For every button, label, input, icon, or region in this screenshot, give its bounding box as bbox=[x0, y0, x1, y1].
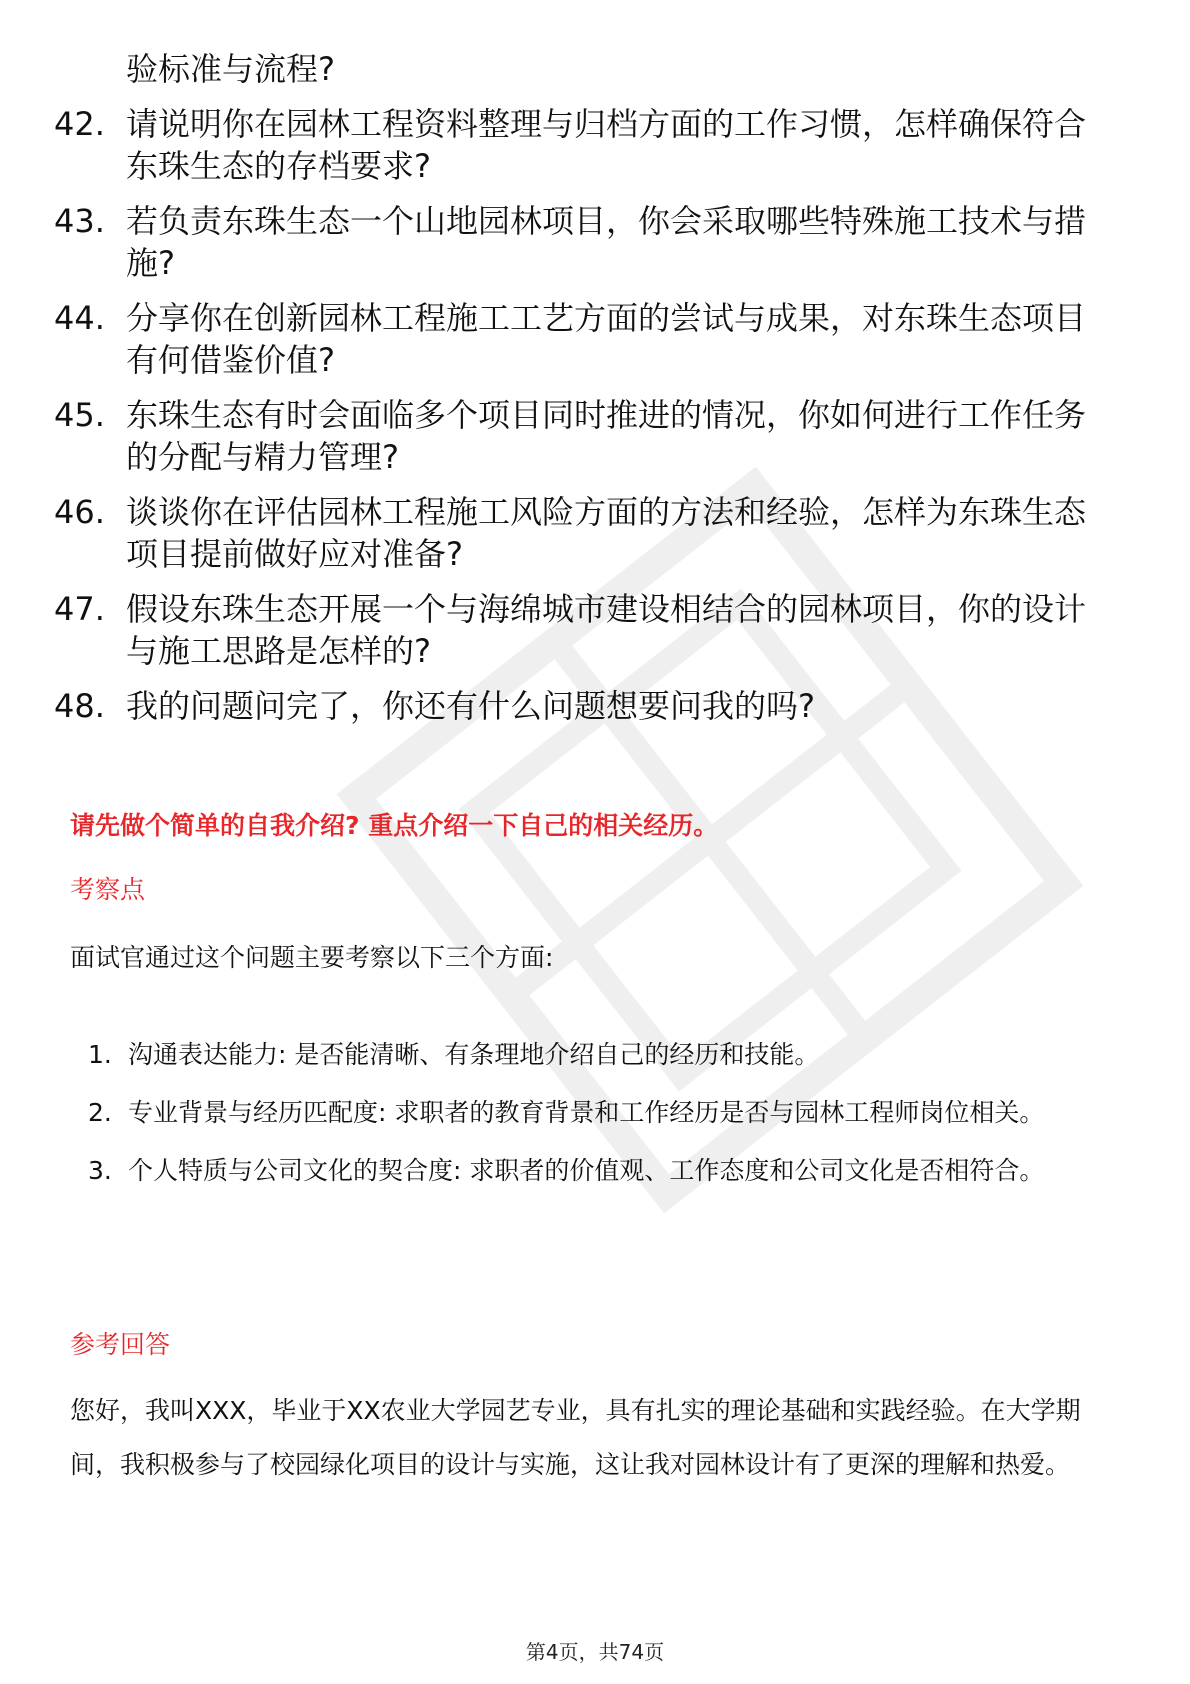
question-number: 46. bbox=[54, 493, 105, 531]
question-text: 我的问题问完了，你还有什么问题想要问我的吗? bbox=[126, 687, 815, 725]
question-item bbox=[54, 394, 1114, 478]
question-item bbox=[54, 297, 1114, 381]
focus-item-number: 1. bbox=[88, 1040, 112, 1069]
question-number: 43. bbox=[54, 202, 105, 240]
question-item bbox=[54, 685, 1114, 727]
focus-item-number: 2. bbox=[88, 1098, 112, 1127]
focus-list bbox=[70, 1028, 1130, 1202]
question-number: 42. bbox=[54, 105, 105, 143]
focus-item-text: 沟通表达能力: 是否能清晰、有条理地介绍自己的经历和技能。 bbox=[128, 1040, 820, 1069]
question-item bbox=[54, 200, 1114, 284]
question-text: 若负责东珠生态一个山地园林项目，你会采取哪些特殊施工技术与措施? bbox=[126, 202, 1087, 282]
question-number: 44. bbox=[54, 299, 105, 337]
focus-item bbox=[70, 1028, 1130, 1082]
question-text: 请说明你在园林工程资料整理与归档方面的工作习惯，怎样确保符合东珠生态的存档要求? bbox=[126, 105, 1087, 185]
focus-intro: 面试官通过这个问题主要考察以下三个方面: bbox=[70, 943, 554, 972]
page-footer: 第4页，共74页 bbox=[525, 1640, 665, 1664]
focus-item-number: 3. bbox=[88, 1156, 112, 1185]
question-number: 45. bbox=[54, 396, 105, 434]
question-item bbox=[54, 103, 1114, 187]
question-item bbox=[54, 491, 1114, 575]
question-text: 东珠生态有时会面临多个项目同时推进的情况，你如何进行工作任务的分配与精力管理? bbox=[126, 396, 1087, 476]
question-text: 假设东珠生态开展一个与海绵城市建设相结合的园林项目，你的设计与施工思路是怎样的? bbox=[126, 590, 1087, 670]
question-text: 分享你在创新园林工程施工工艺方面的尝试与成果，对东珠生态项目有何借鉴价值? bbox=[126, 299, 1087, 379]
focus-label: 考察点 bbox=[70, 875, 146, 904]
question-continuation: 验标准与流程? bbox=[126, 50, 335, 88]
focus-item bbox=[70, 1144, 1130, 1198]
answer-paragraph: 您好，我叫XXX，毕业于XX农业大学园艺专业，具有扎实的理论基础和实践经验。在大学期间，我积极参与了校园绿化项目的设计与实施，这让我对园林设计有了更深的理解和热爱。 bbox=[70, 1396, 1081, 1479]
question-list bbox=[54, 48, 1114, 740]
focus-item-text: 个人特质与公司文化的契合度: 求职者的价值观、工作态度和公司文化是否相符合。 bbox=[128, 1156, 1045, 1185]
focus-item-text: 专业背景与经历匹配度: 求职者的教育背景和工作经历是否与园林工程师岗位相关。 bbox=[128, 1098, 1045, 1127]
question-number: 47. bbox=[54, 590, 105, 628]
section-title: 请先做个简单的自我介绍? 重点介绍一下自己的相关经历。 bbox=[70, 811, 719, 840]
question-item bbox=[54, 588, 1114, 672]
question-text: 谈谈你在评估园林工程施工风险方面的方法和经验，怎样为东珠生态项目提前做好应对准备? bbox=[126, 493, 1087, 573]
focus-item bbox=[70, 1086, 1130, 1140]
answer-label: 参考回答 bbox=[70, 1330, 171, 1359]
question-number: 48. bbox=[54, 687, 105, 725]
